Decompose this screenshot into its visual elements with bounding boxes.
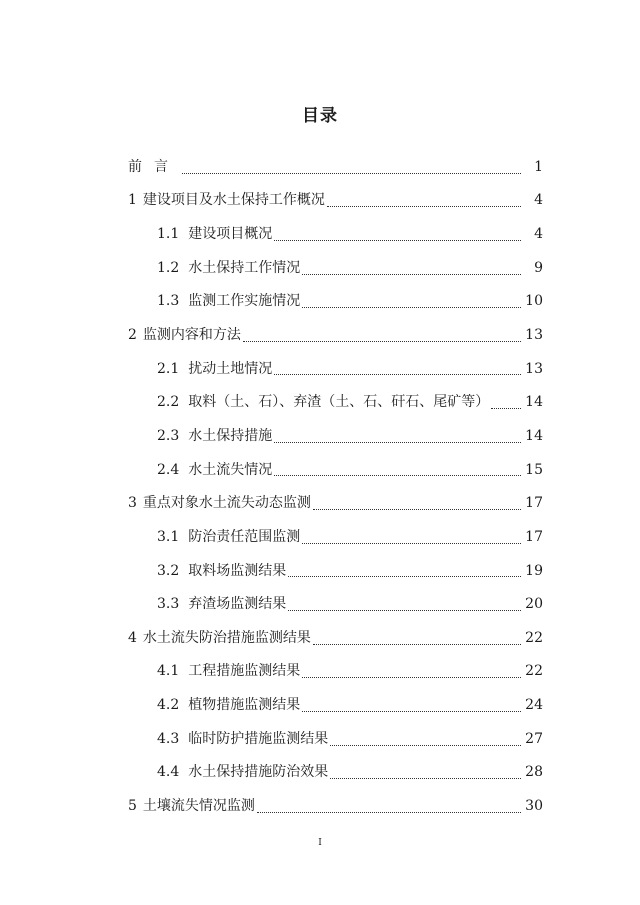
toc-entry-title: 前言	[128, 158, 180, 175]
toc-entry[interactable]	[0, 756, 640, 790]
toc-entry-page: 28	[525, 764, 543, 781]
page-number-footer: I	[318, 838, 322, 848]
toc-entry[interactable]	[0, 150, 640, 184]
toc-entry-title: 水土保持工作情况	[188, 259, 301, 276]
toc-entry-page: 4	[534, 192, 543, 209]
dot-leader	[313, 644, 521, 645]
toc-entry-title: 弃渣场监测结果	[188, 596, 287, 613]
toc-entry-title: 重点对象水土流失动态监测	[142, 495, 311, 512]
dot-leader	[491, 408, 521, 409]
toc-entry[interactable]	[0, 453, 640, 487]
toc-entry-number: 3.1	[157, 528, 180, 545]
toc-entry[interactable]	[0, 621, 640, 655]
toc-entry-number: 2.2	[157, 394, 180, 411]
dot-leader	[274, 442, 521, 443]
toc-entry-title: 水土保持措施防治效果	[188, 764, 329, 781]
toc-entry-page: 22	[525, 629, 543, 646]
toc-entry-page: 14	[525, 427, 543, 444]
toc-entry[interactable]	[0, 419, 640, 453]
toc-entry[interactable]	[0, 217, 640, 251]
toc-entry[interactable]	[0, 184, 640, 218]
toc-entry-title: 植物措施监测结果	[188, 697, 301, 714]
toc-entry-page: 19	[525, 562, 543, 579]
dot-leader	[302, 274, 521, 275]
toc-entry-number: 5	[128, 797, 137, 814]
toc-entry-page: 30	[525, 797, 543, 814]
table-of-contents	[0, 150, 640, 823]
toc-entry-number: 2.1	[157, 360, 180, 377]
dot-leader	[243, 341, 521, 342]
toc-entry-title: 监测工作实施情况	[188, 293, 301, 310]
dot-leader	[327, 206, 521, 207]
dot-leader	[288, 576, 521, 577]
toc-entry-page: 14	[525, 394, 543, 411]
toc-entry-title: 临时防护措施监测结果	[188, 730, 329, 747]
toc-entry-title: 防治责任范围监测	[188, 528, 301, 545]
toc-entry-page: 4	[534, 226, 543, 243]
dot-leader	[302, 711, 521, 712]
toc-entry-title: 水土流失防治措施监测结果	[142, 629, 311, 646]
dot-leader	[274, 475, 521, 476]
toc-entry-number: 4.3	[157, 730, 180, 747]
toc-entry-number: 1.2	[157, 259, 180, 276]
dot-leader	[313, 509, 521, 510]
toc-entry-page: 13	[525, 327, 543, 344]
toc-entry-page: 17	[525, 495, 543, 512]
dot-leader	[288, 610, 521, 611]
toc-entry-number: 2.3	[157, 427, 180, 444]
toc-entry[interactable]	[0, 520, 640, 554]
toc-entry-title: 水土流失情况	[188, 461, 273, 478]
toc-entry[interactable]	[0, 318, 640, 352]
toc-entry[interactable]	[0, 688, 640, 722]
toc-entry-number: 1	[128, 192, 137, 209]
toc-entry-number: 1.1	[157, 226, 180, 243]
toc-entry[interactable]	[0, 789, 640, 823]
toc-entry-title: 水土保持措施	[188, 427, 273, 444]
toc-entry-page: 24	[525, 697, 543, 714]
toc-entry-page: 27	[525, 730, 543, 747]
dot-leader	[330, 778, 521, 779]
toc-entry[interactable]	[0, 251, 640, 285]
toc-entry[interactable]	[0, 655, 640, 689]
toc-entry-number: 1.3	[157, 293, 180, 310]
toc-entry[interactable]	[0, 352, 640, 386]
toc-entry[interactable]	[0, 385, 640, 419]
toc-entry-page: 1	[534, 158, 543, 175]
toc-entry-page: 20	[525, 596, 543, 613]
toc-entry-page: 9	[534, 259, 543, 276]
toc-entry-page: 17	[525, 528, 543, 545]
toc-entry-number: 4	[128, 629, 137, 646]
toc-entry-title: 扰动土地情况	[188, 360, 273, 377]
toc-entry-page: 13	[525, 360, 543, 377]
dot-leader	[302, 307, 521, 308]
dot-leader	[302, 677, 521, 678]
dot-leader	[330, 745, 521, 746]
toc-entry-number: 4.1	[157, 663, 180, 680]
dot-leader	[274, 240, 521, 241]
toc-entry-title: 土壤流失情况监测	[142, 797, 255, 814]
toc-entry-number: 4.2	[157, 697, 180, 714]
toc-entry-page: 15	[525, 461, 543, 478]
toc-entry-title: 建设项目概况	[188, 226, 273, 243]
dot-leader	[274, 374, 521, 375]
toc-entry-number: 2	[128, 327, 137, 344]
toc-entry-title: 取料（土、石）、弃渣（土、石、矸石、尾矿等）	[188, 394, 490, 411]
dot-leader	[257, 812, 521, 813]
toc-entry[interactable]	[0, 285, 640, 319]
toc-entry-number: 3	[128, 495, 137, 512]
toc-entry-title: 取料场监测结果	[188, 562, 287, 579]
toc-entry[interactable]	[0, 554, 640, 588]
toc-entry-number: 3.2	[157, 562, 180, 579]
toc-entry-title: 工程措施监测结果	[188, 663, 301, 680]
toc-entry[interactable]	[0, 486, 640, 520]
toc-entry-page: 10	[525, 293, 543, 310]
dot-leader	[182, 173, 521, 174]
toc-entry-title: 建设项目及水土保持工作概况	[142, 192, 325, 209]
dot-leader	[302, 543, 521, 544]
toc-entry-number: 2.4	[157, 461, 180, 478]
toc-entry-number: 3.3	[157, 596, 180, 613]
toc-entry[interactable]	[0, 587, 640, 621]
toc-entry-number: 4.4	[157, 764, 180, 781]
toc-entry-title: 监测内容和方法	[142, 327, 241, 344]
page-title: 目录	[302, 106, 338, 126]
toc-entry[interactable]	[0, 722, 640, 756]
toc-entry-page: 22	[525, 663, 543, 680]
